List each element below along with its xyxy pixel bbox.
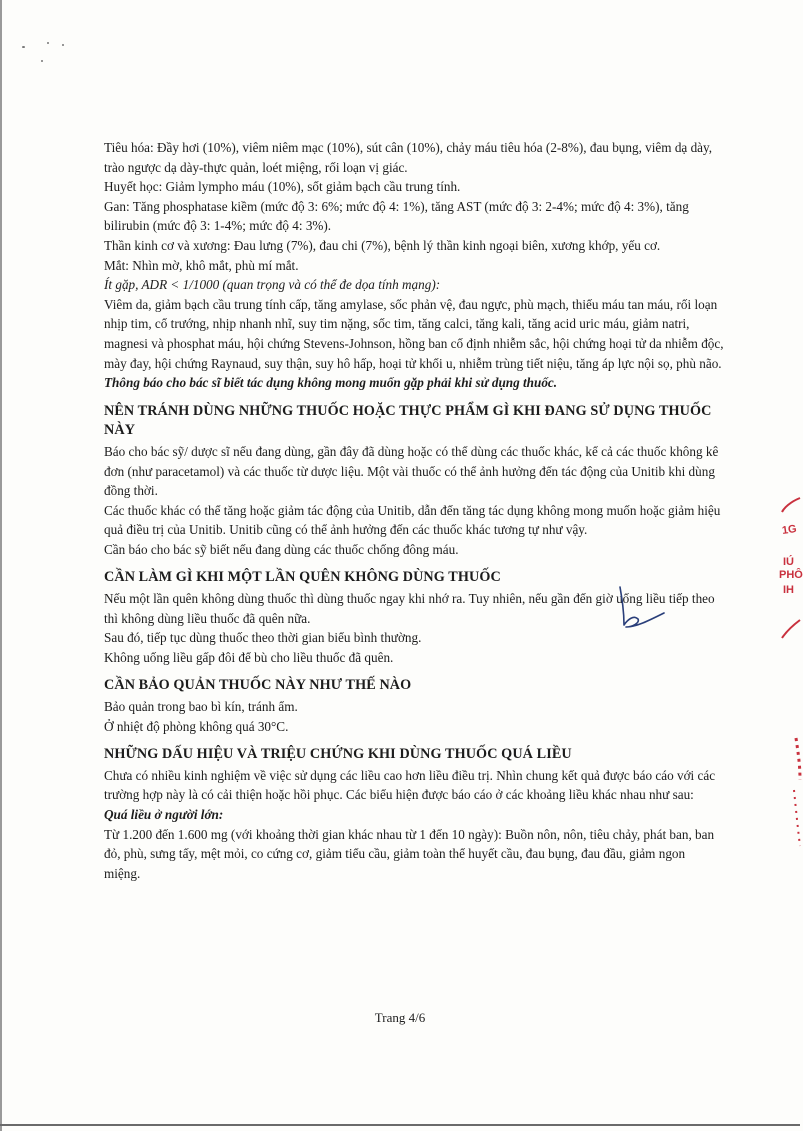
- stamp-fragment: IÚ: [783, 556, 794, 568]
- paragraph-storage-2: Ở nhiệt độ phòng không quá 30°C.: [104, 718, 289, 734]
- page-number: Trang 4/6: [374, 1010, 426, 1025]
- subheading-adult-overdose: Quá liều ở người lớn:: [104, 807, 224, 822]
- scan-speck: [62, 44, 64, 46]
- paragraph-overdose-2: Từ 1.200 đến 1.600 mg (với khoảng thời gian khác nhau từ 1 đến 10 ngày): Buồn nôn, nôn, tiêu chảy, phát ban, ban đỏ, phù, sưng tấy, mệt mỏi, co cứng cơ, giảm tiểu cầu, giảm toàn thể huyết cầu, đau bụng, đau đầu, giảm ngon miệng.: [104, 826, 715, 881]
- heading-storage: CẦN BẢO QUẢN THUỐC NÀY NHƯ THẾ NÀO: [104, 677, 412, 694]
- bottom-edge-line: [0, 1124, 800, 1126]
- scan-speck: [22, 46, 25, 48]
- paragraph-interactions-3: Cần báo cho bác sỹ biết nếu đang dùng các thuốc chống đông máu.: [104, 541, 459, 557]
- signature-mark: [612, 585, 672, 645]
- paragraph-rare-adr-label: Ít gặp, ADR < 1/1000 (quan trọng và có thể đe dọa tính mạng):: [104, 277, 441, 293]
- paragraph-liver: Gan: Tăng phosphatase kiềm (mức độ 3: 6%; mức độ 4: 1%), tăng AST (mức độ 3: 2-4%; mức độ 4: 3%), tăng bilirubin (mức độ 3: 1-4%; mức độ 4: 3%).: [104, 198, 689, 234]
- paragraph-rare-adr-list: Viêm da, giảm bạch cầu trung tính cấp, tăng amylase, sốc phản vệ, đau ngực, phù mạch, thiếu máu tan máu, rối loạn nhịp tim, cổ trướng, nhịp nhanh nhĩ, suy tim nặng, sốc tim, tăng calci, tăng kali, tăng acid uric máu, giảm natri, magnesi và phosphat máu, hội chứng Stevens-Johnson, hồng ban cố định nhiễm sắc, hội chứng hoại tử da nhiễm độc, mày đay, hội chứng Raynaud, suy thận, suy hô hấp, hoại tử khối u, nhiễm trùng tiết niệu, tăng áp lực nội sọ, phù não.: [104, 296, 724, 371]
- document-body: [104, 138, 724, 883]
- paragraph-missed-dose-1: Nếu một lần quên không dùng thuốc thì dùng thuốc ngay khi nhớ ra. Tuy nhiên, nếu gần đến giờ uống liều tiếp theo thì không dùng liều thuốc đã quên nữa.: [104, 591, 715, 626]
- paragraph-storage-1: Bảo quản trong bao bì kín, tránh ẩm.: [104, 699, 298, 715]
- heading-missed-dose: CẦN LÀM GÌ KHI MỘT LẦN QUÊN KHÔNG DÙNG THUỐC: [104, 569, 501, 586]
- paragraph-hematology: Huyết học: Giảm lympho máu (10%), sốt giảm bạch cầu trung tính.: [104, 179, 461, 195]
- stamp-arc: [760, 490, 800, 850]
- paragraph-eyes: Mắt: Nhìn mờ, khô mắt, phù mí mắt.: [104, 257, 299, 273]
- heading-interactions: NÊN TRÁNH DÙNG NHỮNG THUỐC HOẶC THỰC PHẨM GÌ KHI ĐANG SỬ DỤNG THUỐC NÀY: [104, 402, 712, 439]
- scan-speck: [47, 42, 49, 44]
- paragraph-overdose-1: Chưa có nhiều kinh nghiệm về việc sử dụng các liều cao hơn liều điều trị. Nhìn chung kết quả được báo cáo với các trường hợp này là có cải thiện hoặc hồi phục. Các biểu hiện được báo cáo ở các khoảng liều khác nhau như sau:: [104, 767, 716, 803]
- scan-speck: [41, 60, 43, 62]
- paragraph-neuromuscular: Thần kinh cơ và xương: Đau lưng (7%), đau chi (7%), bệnh lý thần kinh ngoại biên, xương khớp, yếu cơ.: [104, 237, 661, 253]
- paragraph-missed-dose-3: Không uống liều gấp đôi để bù cho liều thuốc đã quên.: [104, 649, 394, 665]
- stamp-fragment: PHÔ: [779, 569, 803, 581]
- page-edge-line: [0, 0, 2, 1131]
- paragraph-digestive: Tiêu hóa: Đầy hơi (10%), viêm niêm mạc (10%), sút cân (10%), chảy máu tiêu hóa (2-8%), đau bụng, viêm dạ dày, trào ngược dạ dày-thực quản, loét miệng, rối loạn vị giác.: [104, 140, 713, 175]
- stamp-fragment: 1G: [781, 523, 798, 537]
- paragraph-interactions-1: Báo cho bác sỹ/ dược sĩ nếu đang dùng, gần đây đã dùng hoặc có thể dùng các thuốc khác, kể cả các thuốc không kê đơn (như paracetamol) và các thuốc từ dược liệu. Một vài thuốc có thể ảnh hưởng đến tác động của Unitib khi dùng đồng thời.: [104, 443, 719, 499]
- heading-overdose: NHỮNG DẤU HIỆU VÀ TRIỆU CHỨNG KHI DÙNG THUỐC QUÁ LIỀU: [104, 746, 572, 763]
- stamp-fragment: IH: [783, 584, 794, 596]
- paragraph-notify-doctor: Thông báo cho bác sĩ biết tác dụng không mong muốn gặp phải khi sử dụng thuốc.: [104, 375, 558, 391]
- paragraph-interactions-2: Các thuốc khác có thể tăng hoặc giảm tác động của Unitib, dẫn đến tăng tác dụng không mong muốn hoặc giảm hiệu quả điều trị của Unitib. Unitib cũng có thể ảnh hưởng đến các thuốc khác tương tự như vậy.: [104, 502, 721, 538]
- paragraph-missed-dose-2: Sau đó, tiếp tục dùng thuốc theo thời gian biểu bình thường.: [104, 630, 422, 646]
